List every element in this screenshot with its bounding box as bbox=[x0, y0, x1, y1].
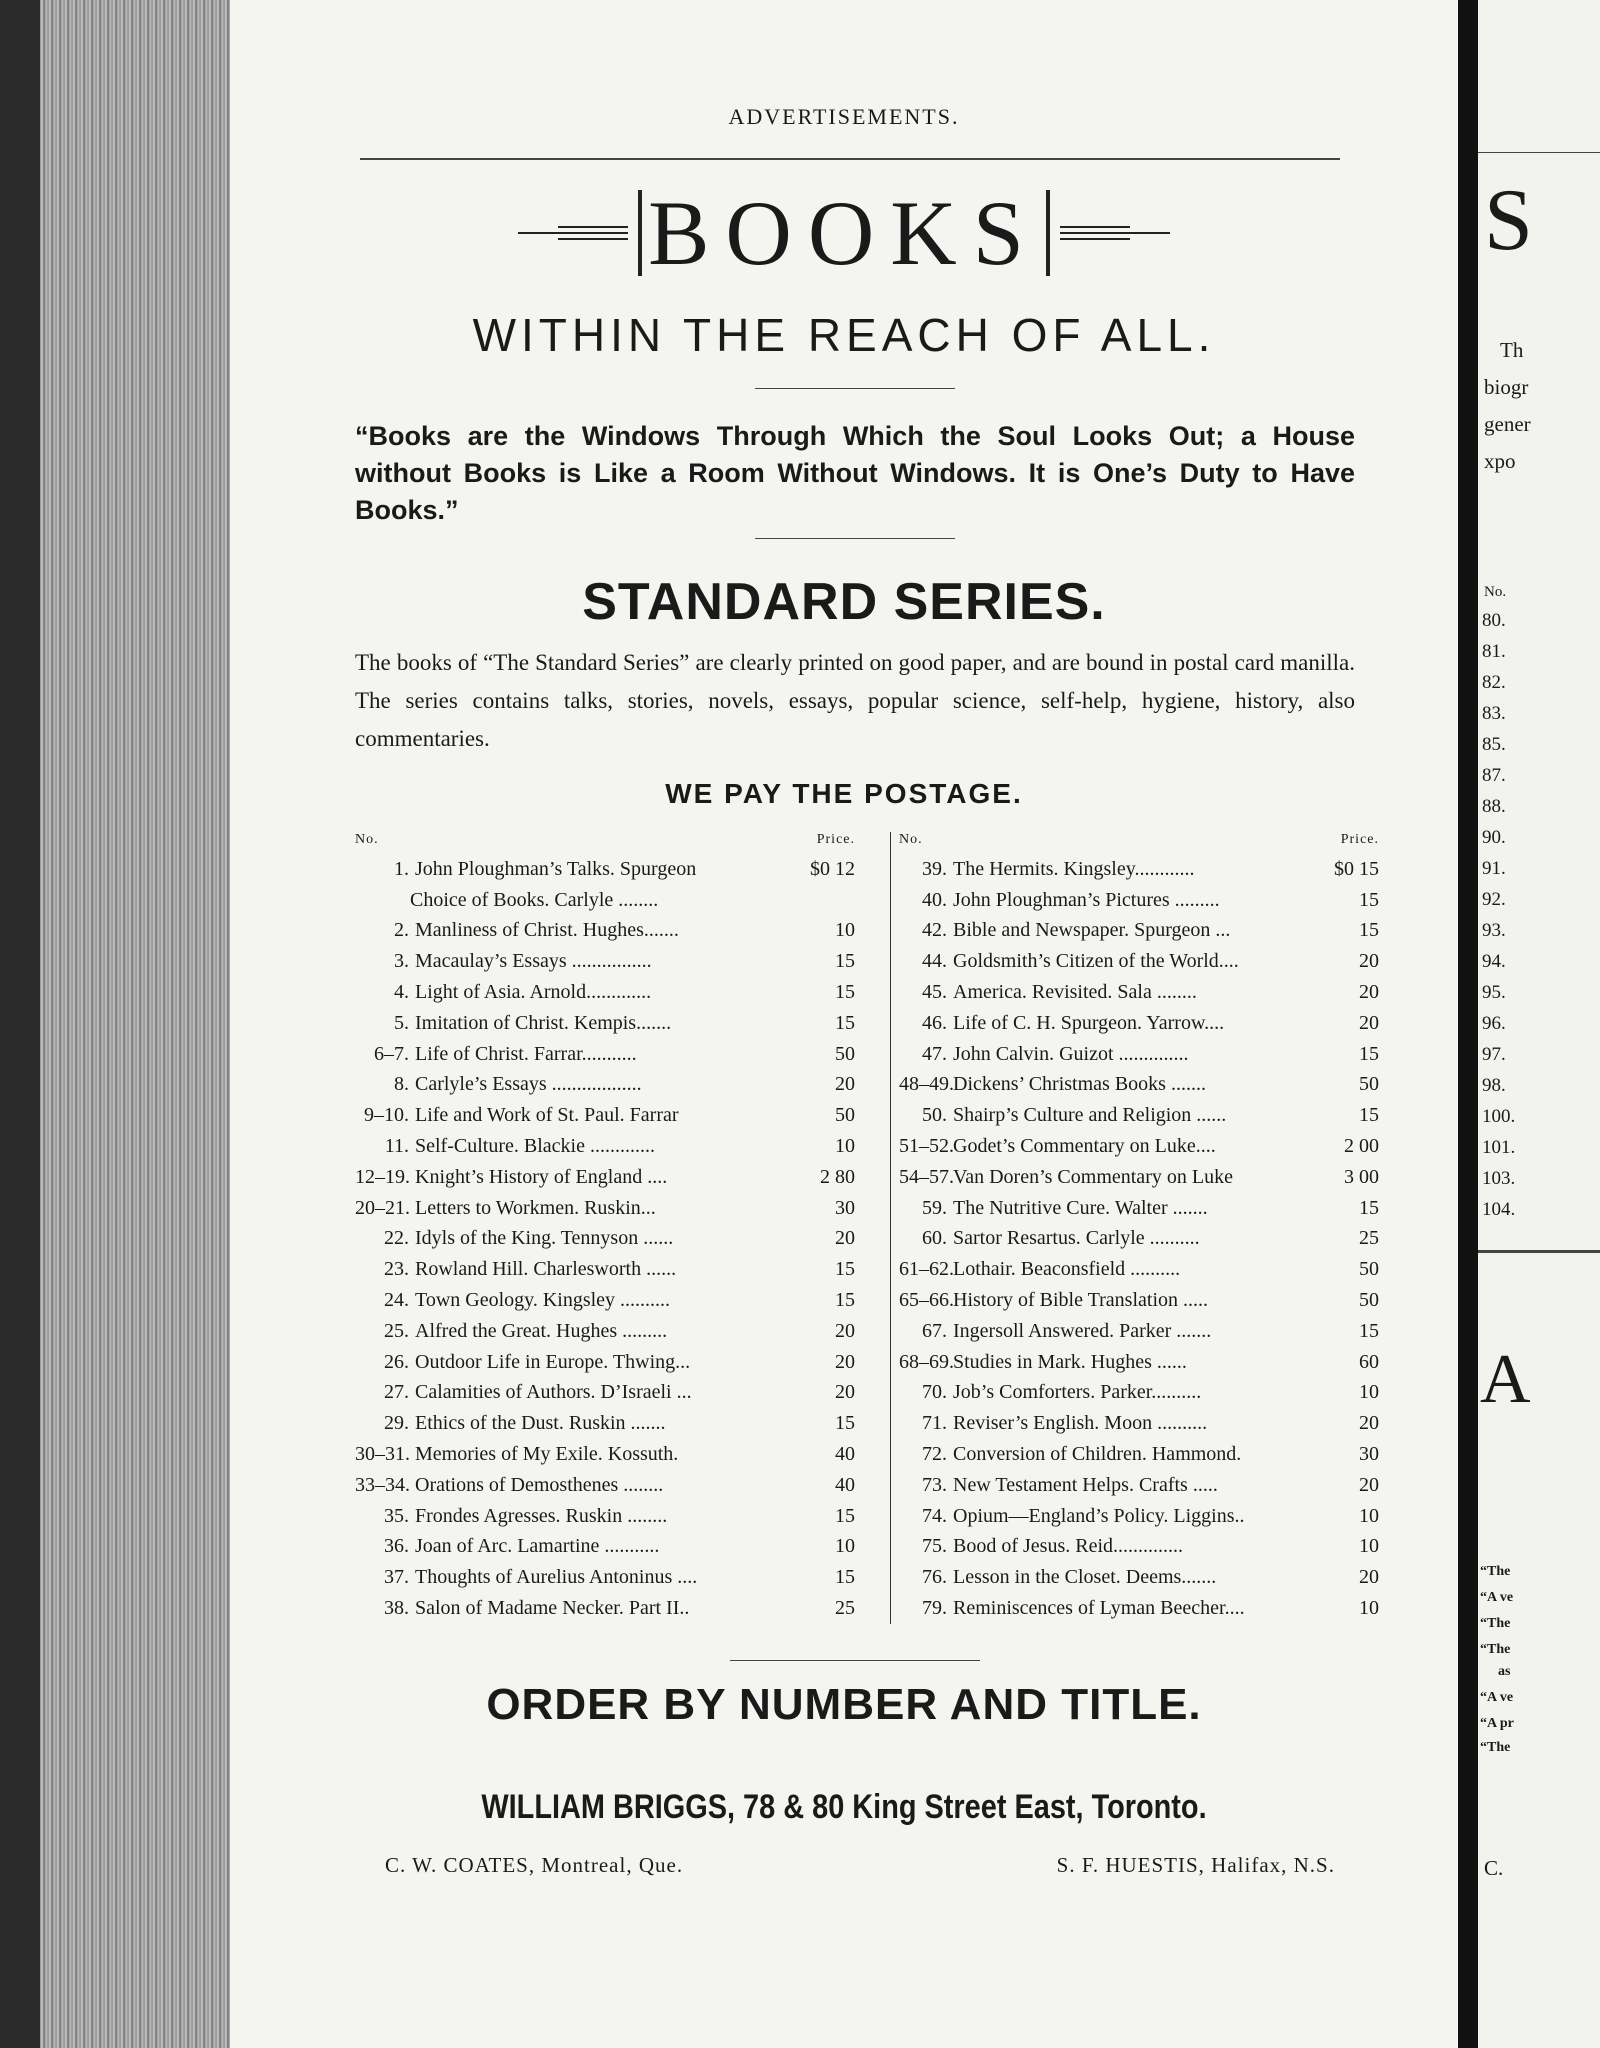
column-header bbox=[899, 832, 1379, 854]
facing-item-number: 87. bbox=[1482, 765, 1506, 786]
books-banner bbox=[230, 182, 1458, 284]
facing-bottom-text: C. bbox=[1484, 1856, 1504, 1880]
book-price: 30 bbox=[1359, 1443, 1379, 1466]
order-instruction: ORDER BY NUMBER AND TITLE. bbox=[486, 1680, 1202, 1729]
header-rule bbox=[360, 158, 1340, 160]
book-title: History of Bible Translation ..... bbox=[953, 1289, 1209, 1312]
book-price: 50 bbox=[835, 1104, 855, 1127]
number-heading: No. bbox=[355, 832, 379, 847]
facing-quote-fragment: “The bbox=[1480, 1642, 1511, 1657]
facing-rule bbox=[1478, 152, 1600, 153]
advertisement-page bbox=[230, 0, 1458, 2048]
book-price: 15 bbox=[835, 1289, 855, 1312]
book-row bbox=[355, 1224, 855, 1255]
book-title: Knight’s History of England .... bbox=[415, 1165, 668, 1188]
book-number: 59. bbox=[922, 1196, 947, 1219]
book-price: 20 bbox=[835, 1319, 855, 1342]
book-number: 45. bbox=[922, 981, 947, 1004]
book-number: 20–21. bbox=[355, 1196, 410, 1219]
series-title: STANDARD SERIES. bbox=[582, 573, 1106, 631]
book-title: America. Revisited. Sala ........ bbox=[953, 981, 1197, 1004]
facing-quote-fragment: “A ve bbox=[1480, 1590, 1514, 1605]
facing-item-number: 96. bbox=[1482, 1013, 1506, 1034]
price-heading: Price. bbox=[1340, 832, 1379, 847]
book-price: 2 80 bbox=[820, 1165, 855, 1188]
book-title: Life of C. H. Spurgeon. Yarrow.... bbox=[953, 1011, 1225, 1034]
publisher-address: WILLIAM BRIGGS, 78 & 80 King Street East, Toronto. bbox=[481, 1788, 1207, 1826]
book-title: Rowland Hill. Charlesworth ...... bbox=[415, 1258, 677, 1281]
book-row bbox=[355, 1039, 855, 1070]
book-list-left bbox=[355, 832, 855, 1624]
book-title: Dickens’ Christmas Books ....... bbox=[953, 1073, 1206, 1096]
book-row bbox=[355, 946, 855, 977]
book-row bbox=[899, 1501, 1379, 1532]
book-price: 20 bbox=[835, 1350, 855, 1373]
book-number: 74. bbox=[922, 1504, 947, 1527]
book-title: Van Doren’s Commentary on Luke bbox=[953, 1165, 1233, 1188]
book-row bbox=[899, 1532, 1379, 1563]
book-price: 50 bbox=[1359, 1258, 1379, 1281]
book-price: 25 bbox=[1359, 1227, 1379, 1250]
facing-no-heading: No. bbox=[1484, 584, 1507, 600]
facing-quote-fragment: “A ve bbox=[1480, 1690, 1514, 1705]
book-price: $0 15 bbox=[1334, 857, 1379, 880]
facing-quote-fragment: “The bbox=[1480, 1564, 1511, 1579]
book-title: Joan of Arc. Lamartine ........... bbox=[415, 1535, 660, 1558]
book-title: The Nutritive Cure. Walter ....... bbox=[953, 1196, 1208, 1219]
book-title: Orations of Demosthenes ........ bbox=[415, 1473, 664, 1496]
book-title: Thoughts of Aurelius Antoninus .... bbox=[415, 1566, 698, 1589]
book-price: 10 bbox=[835, 1535, 855, 1558]
book-title: Calamities of Authors. D’Israeli ... bbox=[415, 1381, 692, 1404]
facing-quote-fragment: “The bbox=[1480, 1616, 1511, 1631]
facing-item-number: 80. bbox=[1482, 610, 1506, 631]
book-number: 22. bbox=[384, 1227, 409, 1250]
book-number: 51–52. bbox=[899, 1135, 954, 1158]
facing-page-edge bbox=[1478, 0, 1600, 2048]
book-number: 2. bbox=[394, 919, 409, 942]
facing-text-fragment: gener bbox=[1484, 412, 1531, 436]
book-title: Life and Work of St. Paul. Farrar bbox=[415, 1104, 679, 1127]
book-title: Job’s Comforters. Parker.......... bbox=[953, 1381, 1202, 1404]
book-title: Conversion of Children. Hammond. bbox=[953, 1443, 1242, 1466]
book-title: The Hermits. Kingsley............ bbox=[953, 857, 1195, 880]
facing-quote-fragment: “A pr bbox=[1480, 1716, 1514, 1731]
book-price: 30 bbox=[835, 1196, 855, 1219]
book-price: 15 bbox=[835, 950, 855, 973]
book-price: 10 bbox=[1359, 1504, 1379, 1527]
facing-item-number: 83. bbox=[1482, 703, 1506, 724]
facing-item-number: 103. bbox=[1482, 1168, 1516, 1189]
book-number: 40. bbox=[922, 888, 947, 911]
facing-item-number: 85. bbox=[1482, 734, 1506, 755]
book-number: 46. bbox=[922, 1011, 947, 1034]
book-list-right bbox=[890, 832, 1379, 1624]
book-price: 50 bbox=[1359, 1073, 1379, 1096]
book-title: Memories of My Exile. Kossuth. bbox=[415, 1443, 679, 1466]
book-title: Shairp’s Culture and Religion ...... bbox=[953, 1104, 1227, 1127]
book-title: Goldsmith’s Citizen of the World.... bbox=[953, 950, 1239, 973]
book-title: Sartor Resartus. Carlyle .......... bbox=[953, 1227, 1200, 1250]
book-spine bbox=[0, 0, 40, 2048]
book-price: 15 bbox=[1359, 919, 1379, 942]
facing-item-number: 94. bbox=[1482, 951, 1506, 972]
book-row bbox=[355, 1501, 855, 1532]
book-price: 15 bbox=[835, 1011, 855, 1034]
book-number: 12–19. bbox=[355, 1165, 410, 1188]
book-price: 15 bbox=[835, 1504, 855, 1527]
book-number: 72. bbox=[922, 1443, 947, 1466]
agents-line bbox=[385, 1853, 1335, 1878]
agent-halifax: S. F. HUESTIS, Halifax, N.S. bbox=[1056, 1853, 1335, 1877]
book-number: 38. bbox=[384, 1597, 409, 1620]
book-title: Bible and Newspaper. Spurgeon ... bbox=[953, 919, 1231, 942]
book-number: 6–7. bbox=[374, 1042, 409, 1065]
divider bbox=[755, 538, 955, 539]
book-title: Macaulay’s Essays ................ bbox=[415, 950, 652, 973]
book-title: Life of Christ. Farrar........... bbox=[415, 1042, 637, 1065]
book-row bbox=[355, 1162, 855, 1193]
book-row bbox=[355, 1008, 855, 1039]
book-title: Reminiscences of Lyman Beecher.... bbox=[953, 1597, 1245, 1620]
book-title: Ingersoll Answered. Parker ....... bbox=[953, 1319, 1212, 1342]
book-row bbox=[355, 1532, 855, 1563]
book-row bbox=[899, 1254, 1379, 1285]
book-row bbox=[899, 854, 1379, 885]
book-number: 8. bbox=[394, 1073, 409, 1096]
facing-item-number: 104. bbox=[1482, 1199, 1516, 1220]
book-price: 60 bbox=[1359, 1350, 1379, 1373]
facing-item-number: 93. bbox=[1482, 920, 1506, 941]
book-price: 10 bbox=[835, 1135, 855, 1158]
book-title: Studies in Mark. Hughes ...... bbox=[953, 1350, 1187, 1373]
book-title: Frondes Agresses. Ruskin ........ bbox=[415, 1504, 668, 1527]
book-price: 20 bbox=[1359, 1412, 1379, 1435]
book-number: 35. bbox=[384, 1504, 409, 1527]
book-title: Reviser’s English. Moon .......... bbox=[953, 1412, 1208, 1435]
book-row bbox=[899, 1070, 1379, 1101]
book-row bbox=[899, 1378, 1379, 1409]
book-price: 20 bbox=[1359, 1011, 1379, 1034]
book-number: 67. bbox=[922, 1319, 947, 1342]
facing-item-number: 88. bbox=[1482, 796, 1506, 817]
book-title: Carlyle’s Essays .................. bbox=[415, 1073, 642, 1096]
subtitle: WITHIN THE REACH OF ALL. bbox=[472, 309, 1216, 361]
book-title: Lesson in the Closet. Deems....... bbox=[953, 1566, 1217, 1589]
facing-item-number: 101. bbox=[1482, 1137, 1516, 1158]
book-number: 76. bbox=[922, 1566, 947, 1589]
book-price: 15 bbox=[835, 1566, 855, 1589]
book-title: Godet’s Commentary on Luke.... bbox=[953, 1135, 1216, 1158]
book-number: 65–66. bbox=[899, 1289, 954, 1312]
book-row bbox=[899, 1316, 1379, 1347]
book-number: 23. bbox=[384, 1258, 409, 1281]
book-number: 71. bbox=[922, 1412, 947, 1435]
book-number: 3. bbox=[394, 950, 409, 973]
book-row bbox=[899, 1131, 1379, 1162]
page-edges bbox=[40, 0, 230, 2048]
book-price: 25 bbox=[835, 1597, 855, 1620]
book-number: 44. bbox=[922, 950, 947, 973]
book-row bbox=[899, 1224, 1379, 1255]
book-row bbox=[899, 1039, 1379, 1070]
book-row bbox=[899, 1439, 1379, 1470]
books-title: BOOKS bbox=[638, 190, 1050, 276]
book-number: 75. bbox=[922, 1535, 947, 1558]
book-number: 27. bbox=[384, 1381, 409, 1404]
book-number: 9–10. bbox=[364, 1104, 409, 1127]
facing-item-number: 90. bbox=[1482, 827, 1506, 848]
book-price: 15 bbox=[835, 981, 855, 1004]
book-title: John Ploughman’s Talks. Spurgeon bbox=[415, 857, 697, 880]
book-price: 15 bbox=[1359, 1319, 1379, 1342]
book-price: $0 12 bbox=[810, 857, 855, 880]
facing-item-number: 91. bbox=[1482, 858, 1506, 879]
book-row bbox=[355, 854, 855, 885]
book-price: 10 bbox=[1359, 1597, 1379, 1620]
book-row bbox=[355, 1131, 855, 1162]
book-number: 48–49. bbox=[899, 1073, 954, 1096]
book-price: 50 bbox=[835, 1042, 855, 1065]
book-price: 20 bbox=[1359, 950, 1379, 973]
book-number: 39. bbox=[922, 857, 947, 880]
book-number: 25. bbox=[384, 1319, 409, 1342]
left-ornament bbox=[518, 226, 628, 240]
book-number: 11. bbox=[384, 1135, 409, 1158]
book-title: Opium—England’s Policy. Liggins.. bbox=[953, 1504, 1245, 1527]
book-number: 37. bbox=[384, 1566, 409, 1589]
book-row bbox=[355, 1285, 855, 1316]
book-price: 10 bbox=[1359, 1381, 1379, 1404]
book-row bbox=[355, 1316, 855, 1347]
book-price: 20 bbox=[1359, 981, 1379, 1004]
book-number: 5. bbox=[394, 1011, 409, 1034]
book-number: 1. bbox=[394, 857, 409, 880]
book-title: John Ploughman’s Pictures ......... bbox=[953, 888, 1220, 911]
book-number: 70. bbox=[922, 1381, 947, 1404]
book-price: 15 bbox=[1359, 1196, 1379, 1219]
book-number: 47. bbox=[922, 1042, 947, 1065]
facing-text-fragment: Th bbox=[1500, 338, 1524, 362]
number-heading: No. bbox=[899, 832, 923, 847]
book-price: 15 bbox=[1359, 888, 1379, 911]
facing-item-number: 92. bbox=[1482, 889, 1506, 910]
facing-item-number: 81. bbox=[1482, 641, 1506, 662]
facing-quote-fragment: as bbox=[1498, 1664, 1511, 1679]
book-row bbox=[355, 1593, 855, 1624]
book-price: 20 bbox=[835, 1381, 855, 1404]
book-price: 20 bbox=[835, 1073, 855, 1096]
book-row bbox=[355, 1439, 855, 1470]
book-row bbox=[355, 1254, 855, 1285]
book-number: 61–62. bbox=[899, 1258, 954, 1281]
book-title: Town Geology. Kingsley .......... bbox=[415, 1289, 671, 1312]
book-title: Outdoor Life in Europe. Thwing... bbox=[415, 1350, 691, 1373]
book-number: 26. bbox=[384, 1350, 409, 1373]
book-title: New Testament Helps. Crafts ..... bbox=[953, 1473, 1218, 1496]
book-number: 73. bbox=[922, 1473, 947, 1496]
book-number: 79. bbox=[922, 1597, 947, 1620]
facing-quote-fragment: “The bbox=[1480, 1740, 1511, 1755]
book-title: Manliness of Christ. Hughes....... bbox=[415, 919, 679, 942]
book-title: Bood of Jesus. Reid.............. bbox=[953, 1535, 1183, 1558]
agent-montreal: C. W. COATES, Montreal, Que. bbox=[385, 1853, 684, 1877]
book-number: 42. bbox=[922, 919, 947, 942]
book-row bbox=[355, 1070, 855, 1101]
series-description: The books of “The Standard Series” are clearly printed on good paper, and are bound in postal card manilla. The series contains talks, stories, novels, essays, popular science, self-help, hygiene, history, also commentaries. bbox=[355, 650, 1355, 751]
book-title: Self-Culture. Blackie ............. bbox=[415, 1135, 655, 1158]
book-number: 4. bbox=[394, 981, 409, 1004]
column-header bbox=[355, 832, 855, 854]
book-price: 20 bbox=[1359, 1473, 1379, 1496]
page-header: ADVERTISEMENTS. bbox=[728, 104, 960, 129]
book-row bbox=[899, 885, 1379, 916]
book-price: 15 bbox=[835, 1412, 855, 1435]
facing-text-fragment: biogr bbox=[1484, 375, 1529, 399]
book-title: Alfred the Great. Hughes ......... bbox=[415, 1319, 668, 1342]
book-number: 54–57. bbox=[899, 1165, 954, 1188]
book-price: 15 bbox=[835, 1258, 855, 1281]
book-price: 20 bbox=[835, 1227, 855, 1250]
book-price: 15 bbox=[1359, 1042, 1379, 1065]
book-row bbox=[899, 1162, 1379, 1193]
facing-item-number: 98. bbox=[1482, 1075, 1506, 1096]
book-row bbox=[355, 1347, 855, 1378]
book-row bbox=[899, 977, 1379, 1008]
book-title: Lothair. Beaconsfield .......... bbox=[953, 1258, 1181, 1281]
divider bbox=[755, 388, 955, 389]
book-number: 24. bbox=[384, 1289, 409, 1312]
book-number: 36. bbox=[384, 1535, 409, 1558]
book-row bbox=[899, 1562, 1379, 1593]
book-price: 10 bbox=[1359, 1535, 1379, 1558]
book-row bbox=[899, 1285, 1379, 1316]
facing-rule bbox=[1478, 1250, 1600, 1253]
book-title: Salon of Madame Necker. Part II.. bbox=[415, 1597, 690, 1620]
book-row bbox=[355, 1378, 855, 1409]
book-row bbox=[355, 1470, 855, 1501]
book-title: Light of Asia. Arnold............. bbox=[415, 981, 652, 1004]
postage-notice: WE PAY THE POSTAGE. bbox=[665, 778, 1023, 809]
book-row bbox=[899, 1347, 1379, 1378]
book-title: Letters to Workmen. Ruskin... bbox=[415, 1196, 656, 1219]
book-number: 33–34. bbox=[355, 1473, 410, 1496]
book-price: 15 bbox=[1359, 1104, 1379, 1127]
divider bbox=[730, 1660, 980, 1661]
book-price: 50 bbox=[1359, 1289, 1379, 1312]
book-price: 40 bbox=[835, 1443, 855, 1466]
book-row bbox=[355, 916, 855, 947]
book-number: 29. bbox=[384, 1412, 409, 1435]
book-price: 40 bbox=[835, 1473, 855, 1496]
facing-item-number: 100. bbox=[1482, 1106, 1516, 1127]
facing-big-letter: S bbox=[1484, 172, 1533, 269]
facing-item-number: 97. bbox=[1482, 1044, 1506, 1065]
book-number: 50. bbox=[922, 1104, 947, 1127]
book-row bbox=[899, 1408, 1379, 1439]
book-price: 10 bbox=[835, 919, 855, 942]
book-row bbox=[355, 977, 855, 1008]
facing-text-fragment: xpo bbox=[1484, 449, 1516, 473]
book-number: 60. bbox=[922, 1227, 947, 1250]
book-row bbox=[899, 946, 1379, 977]
book-price: 3 00 bbox=[1344, 1165, 1379, 1188]
book-row bbox=[355, 1562, 855, 1593]
book-number: 30–31. bbox=[355, 1443, 410, 1466]
book-title: Idyls of the King. Tennyson ...... bbox=[415, 1227, 674, 1250]
book-row bbox=[899, 1593, 1379, 1624]
book-gutter bbox=[1458, 0, 1478, 2048]
book-row bbox=[899, 1193, 1379, 1224]
book-title: Imitation of Christ. Kempis....... bbox=[415, 1011, 672, 1034]
book-price: 20 bbox=[1359, 1566, 1379, 1589]
book-row bbox=[899, 916, 1379, 947]
facing-item-number: 82. bbox=[1482, 672, 1506, 693]
book-title: Ethics of the Dust. Ruskin ....... bbox=[415, 1412, 666, 1435]
book-title-continued: Choice of Books. Carlyle ........ bbox=[410, 888, 659, 911]
price-heading: Price. bbox=[816, 832, 855, 847]
facing-big-letter-a: A bbox=[1480, 1341, 1531, 1418]
book-title: John Calvin. Guizot .............. bbox=[953, 1042, 1189, 1065]
book-row bbox=[355, 1100, 855, 1131]
book-price: 2 00 bbox=[1344, 1135, 1379, 1158]
book-row bbox=[899, 1100, 1379, 1131]
book-row bbox=[899, 1008, 1379, 1039]
book-row bbox=[899, 1470, 1379, 1501]
facing-item-number: 95. bbox=[1482, 982, 1506, 1003]
right-ornament bbox=[1060, 226, 1170, 240]
book-number: 68–69. bbox=[899, 1350, 954, 1373]
book-row bbox=[355, 1193, 855, 1224]
book-row bbox=[355, 1408, 855, 1439]
books-quote: “Books are the Windows Through Which the Soul Looks Out; a House without Books is Like a Room Without Windows. It is One’s Duty to Have Books.” bbox=[355, 421, 1355, 525]
